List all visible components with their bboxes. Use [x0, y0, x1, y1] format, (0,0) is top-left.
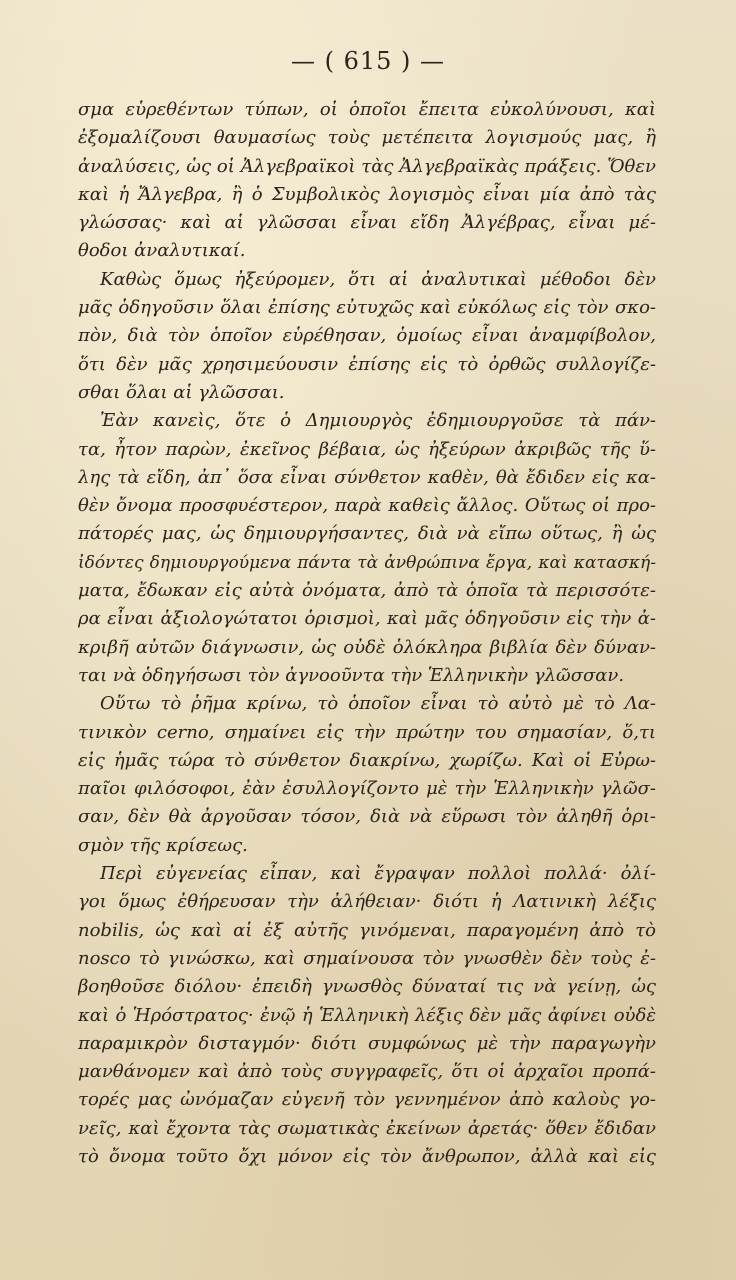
text-line: λης τὰ εἴδη, ἀπ᾽ ὅσα εἶναι σύνθετον καθὲν, θὰ ἔδιδεν εἰς κα- — [78, 466, 656, 488]
text-line: σμὸν τῆς κρίσεως. — [78, 834, 248, 856]
text-line: nobilis, ὡς καὶ αἱ ἐξ αὐτῆς γινόμεναι, παραγομένη ἀπὸ τὸ — [78, 919, 656, 941]
text-line: παῖοι φιλόσοφοι, ἐὰν ἐσυλλογίζοντο μὲ τὴν Ἑλληνικὴν γλῶσ- — [78, 778, 656, 800]
text-line: τα, ἦτον παρὼν, ἐκεῖνος βέβαια, ὡς ἠξεύρων ἀκριβῶς τῆς ὕ- — [78, 438, 656, 460]
text-line: θὲν ὄνομα προσφυέστερον, παρὰ καθεὶς ἄλλος. Οὕτως οἱ προ- — [78, 495, 656, 517]
text-line: Ἐὰν κανεὶς, ὅτε ὁ Δημιουργὸς ἐδημιουργοῦσε τὰ πάν- — [100, 410, 656, 432]
text-line: μᾶς ὁδηγοῦσιν ὅλαι ἐπίσης εὐτυχῶς καὶ εὐκόλως εἰς τὸν σκο- — [78, 297, 656, 319]
text-line: ἀναλύσεις, ὡς οἱ Ἀλγεβραϊκοὶ τὰς Ἀλγεβραϊκὰς πράξεις. Ὅθεν — [78, 155, 656, 177]
text-line: γοι ὅμως ἐθήρευσαν τὴν ἀλήθειαν· διότι ἡ Λατινικὴ λέξις — [78, 891, 656, 913]
text-line: μανθάνομεν καὶ ἀπὸ τοὺς συγγραφεῖς, ὅτι οἱ ἀρχαῖοι προπά- — [78, 1061, 656, 1083]
text-line: ἐξομαλίζουσι θαυμασίως τοὺς μετέπειτα λογισμούς μας, ἢ — [78, 127, 656, 149]
page-number: — ( 615 ) — — [290, 47, 446, 75]
text-line: πὸν, διὰ τὸν ὁποῖον εὑρέθησαν, ὁμοίως εἶναι ἀναμφίβολον, — [78, 325, 656, 347]
text-line: nosco τὸ γινώσκω, καὶ σημαίνουσα τὸν γνωσθὲν δὲν τοὺς ἐ- — [78, 947, 656, 969]
text-line: ἰδόντες δημιουργούμενα πάντα τὰ ἀνθρώπινα ἔργα, καὶ κατασκή- — [78, 552, 656, 573]
text-line: καὶ ἡ Ἄλγεβρα, ἢ ὁ Συμβολικὸς λογισμὸς εἶναι μία ἀπὸ τὰς — [78, 183, 656, 205]
text-line: γλώσσας· καὶ αἱ γλῶσσαι εἶναι εἴδη Ἀλγέβρας, εἶναι μέ- — [78, 212, 656, 234]
text-line: τορές μας ὠνόμαζαν εὐγενῆ τὸν γεννημένον ἀπὸ καλοὺς γο- — [78, 1089, 656, 1111]
text-line: κριβῆ αὐτῶν διάγνωσιν, ὡς οὐδὲ ὁλόκληρα βιβλία δὲν δύναν- — [78, 636, 656, 658]
text-line: τὸ ὄνομα τοῦτο ὄχι μόνον εἰς τὸν ἄνθρωπον, ἀλλὰ καὶ εἰς — [78, 1145, 656, 1167]
text-line: ρα εἶναι ἀξιολογώτατοι ὁρισμοὶ, καὶ μᾶς ὁδηγοῦσιν εἰς τὴν ἀ- — [78, 608, 656, 630]
page-text-body — [78, 96, 656, 1171]
text-line: ται νὰ ὁδηγήσωσι τὸν ἀγνοοῦντα τὴν Ἑλληνικὴν γλῶσσαν. — [78, 664, 625, 686]
text-line: σαν, δὲν θὰ ἀργοῦσαν τόσον, διὰ νὰ εὕρωσι τὸν ἀληθῆ ὁρι- — [78, 806, 656, 828]
text-line: πάτορές μας, ὡς δημιουργήσαντες, διὰ νὰ εἴπω οὕτως, ἢ ὡς — [78, 523, 656, 545]
text-line: Περὶ εὐγενείας εἶπαν, καὶ ἔγραψαν πολλοὶ πολλά· ὀλί- — [100, 863, 656, 885]
text-line: βοηθοῦσε διόλου· ἐπειδὴ γνωσθὸς δύναταί τις νὰ γείνῃ, ὡς — [78, 976, 656, 998]
text-line: ματα, ἔδωκαν εἰς αὐτὰ ὀνόματα, ἀπὸ τὰ ὁποῖα τὰ περισσότε- — [78, 580, 656, 602]
text-line: καὶ ὁ Ἡρόστρατος· ἐνῷ ἡ Ἑλληνικὴ λέξις δὲν μᾶς ἀφίνει οὐδὲ — [78, 1004, 656, 1026]
text-line: Καθὼς ὅμως ἠξεύρομεν, ὅτι αἱ ἀναλυτικαὶ μέθοδοι δὲν — [100, 268, 656, 290]
text-line: σμα εὑρεθέντων τύπων, οἱ ὁποῖοι ἔπειτα εὐκολύνουσι, καὶ — [78, 99, 656, 120]
text-line: Οὕτω τὸ ῥῆμα κρίνω, τὸ ὁποῖον εἶναι τὸ αὐτὸ μὲ τὸ Λα- — [100, 693, 656, 715]
text-line: τινικὸν cerno, σημαίνει εἰς τὴν πρώτην του σημασίαν, ὅ,τι — [78, 721, 656, 743]
text-line: θοδοι ἀναλυτικαί. — [78, 240, 246, 262]
text-line: νεῖς, καὶ ἔχοντα τὰς σωματικὰς ἐκείνων ἀρετάς· ὅθεν ἔδιδαν — [78, 1117, 656, 1139]
text-line: εἰς ἡμᾶς τώρα τὸ σύνθετον διακρίνω, χωρίζω. Καὶ οἱ Εὐρω- — [78, 749, 656, 771]
text-line: σθαι ὅλαι αἱ γλῶσσαι. — [78, 381, 285, 403]
text-line: ὅτι δὲν μᾶς χρησιμεύουσιν ἐπίσης εἰς τὸ ὀρθῶς συλλογίζε- — [78, 353, 656, 375]
text-line: παραμικρὸν δισταγμόν· διότι συμφώνως μὲ τὴν παραγωγὴν — [78, 1032, 656, 1054]
